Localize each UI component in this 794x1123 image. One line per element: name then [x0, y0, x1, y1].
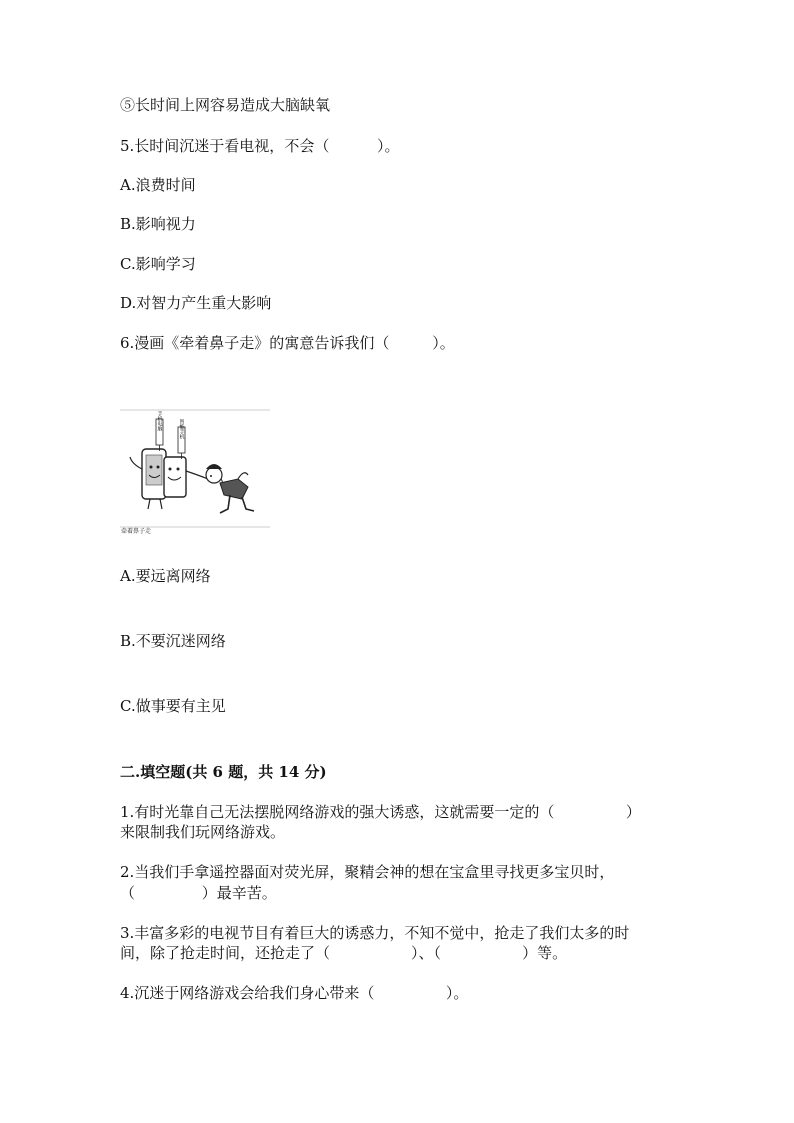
cartoon-caption: 牵着鼻子走: [121, 528, 152, 535]
fill-q2-line2: （ ）最辛苦。: [120, 884, 277, 902]
fill-q3-line2: 间，除了抢走时间，还抢走了（ ）、（ ）等。: [120, 944, 568, 962]
fill-q1-line2: 来限制我们玩网络游戏。: [120, 823, 286, 841]
fill-q2-line1: 2.当我们手拿遥控器面对荧光屏，聚精会神的想在宝盒里寻找更多宝贝时，: [120, 863, 615, 881]
item-5-text: ⑤长时间上网容易造成大脑缺氧: [120, 96, 331, 114]
question-5-option-b: B.影响视力: [120, 215, 196, 233]
cartoon-image: [120, 409, 270, 539]
question-6-option-c: C.做事要有主见: [120, 697, 226, 715]
cartoon-drawing: [120, 409, 270, 539]
question-5-option-d: D.对智力产生重大影响: [120, 294, 272, 312]
question-6-stem: 6.漫画《牵着鼻子走》的寓意告诉我们（ ）。: [120, 334, 455, 352]
cartoon-sign-label: 智能手机: [178, 419, 185, 439]
question-5-option-a: A.浪费时间: [120, 176, 196, 194]
question-6-option-a: A.要远离网络: [120, 567, 211, 585]
question-6-option-b: B.不要沉迷网络: [120, 632, 226, 650]
section-2-title: 二.填空题(共 6 题，共 14 分): [120, 763, 327, 781]
question-5-option-c: C.影响学习: [120, 255, 196, 273]
question-5-stem: 5.长时间沉迷于看电视，不会（ ）。: [120, 137, 400, 155]
cartoon-sign-label: 手机电脑: [156, 411, 163, 431]
fill-q1-line1: 1.有时光靠自己无法摆脱网络游戏的强大诱惑，这就需要一定的（ ）: [120, 803, 641, 821]
fill-q3-line1: 3.丰富多彩的电视节目有着巨大的诱惑力，不知不觉中，抢走了我们太多的时: [120, 924, 630, 942]
fill-q4-line1: 4.沉迷于网络游戏会给我们身心带来（ ）。: [120, 984, 469, 1002]
